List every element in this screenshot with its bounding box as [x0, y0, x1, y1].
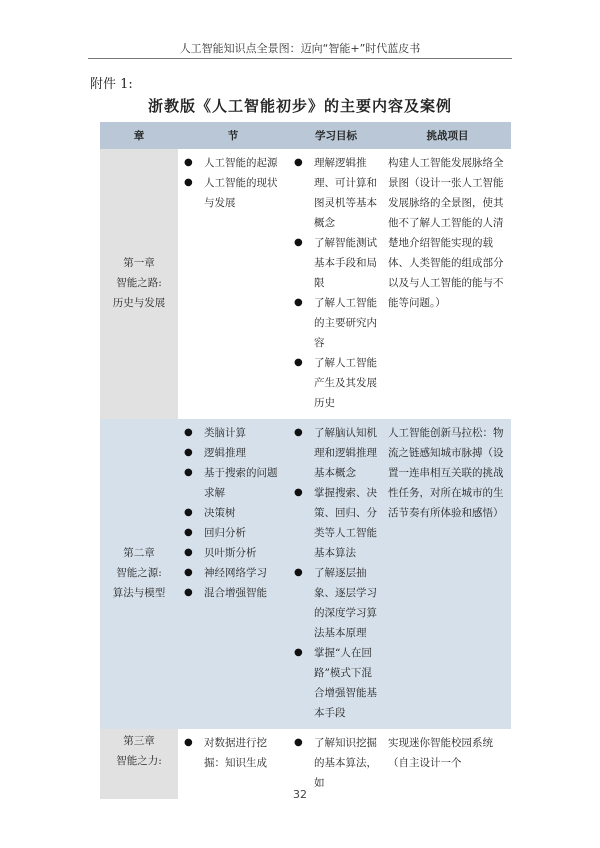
section-item: ● 决策树	[182, 503, 284, 523]
chapter-subtitle: 算法与模型	[112, 587, 166, 599]
goal-item: ● 了解人工智能产生及其发展历史	[292, 353, 380, 413]
section-item: ● 对数据进行挖掘：知识生成	[182, 733, 284, 773]
table-row	[100, 419, 511, 729]
goal-item: ● 掌握“人在回路”模式下混合增强智能基本手段	[292, 643, 380, 723]
section-item: ● 混合增强智能	[182, 583, 284, 603]
goal-item: ● 了解人工智能的主要研究内容	[292, 293, 380, 353]
section-item: ● 神经网络学习	[182, 563, 284, 583]
header-rule	[88, 58, 512, 59]
page-number: 32	[293, 788, 307, 801]
section-cell	[178, 149, 288, 419]
chapter-number: 第三章	[123, 735, 155, 747]
chapter-cell	[100, 419, 178, 729]
goal-item: ● 了解脑认知机理和逻辑推理基本概念	[292, 423, 380, 483]
chapter-title: 智能之路:	[116, 277, 162, 289]
header-section: 节	[178, 122, 288, 149]
goal-item: ● 了解智能测试基本手段和局限	[292, 233, 380, 293]
project-cell: 构建人工智能发展脉络全景图（设计一张人工智能发展脉络的全景图，使其他不了解人工智能的人清楚地介绍智能实现的载体、人类智能的组成部分以及与人工智能的能与不能等问题。）	[384, 149, 511, 419]
section-item: ● 逻辑推理	[182, 443, 284, 463]
chapter-number: 第二章	[123, 547, 155, 559]
goal-cell	[288, 419, 384, 729]
table-header-row	[100, 122, 511, 149]
header-chapter: 章	[100, 122, 178, 149]
section-item: ● 基于搜索的问题求解	[182, 463, 284, 503]
running-header: 人工智能知识点全景图：迈向“智能+”时代蓝皮书	[179, 42, 421, 55]
project-cell: 人工智能创新马拉松：物流之链感知城市脉搏（设置一连串相互关联的挑战性任务，对所在城市的生活节奏有所体验和感悟）	[384, 419, 511, 729]
chapter-subtitle: 历史与发展	[112, 297, 166, 309]
goal-item: ● 了解逐层抽象、逐层学习的深度学习算法基本原理	[292, 563, 380, 643]
project-cell: 实现迷你智能校园系统（自主设计一个	[384, 729, 511, 799]
chapter-cell	[100, 149, 178, 419]
content-table	[100, 122, 511, 799]
section-item: ● 人工智能的现状与发展	[182, 173, 284, 213]
section-cell	[178, 419, 288, 729]
section-item: ● 贝叶斯分析	[182, 543, 284, 563]
goal-item: ● 掌握搜索、决策、回归、分类等人工智能基本算法	[292, 483, 380, 563]
chapter-title: 智能之力:	[116, 755, 162, 767]
header-goal: 学习目标	[288, 122, 384, 149]
table-row	[100, 149, 511, 419]
goal-item: ● 了解知识挖掘的基本算法，如	[292, 733, 380, 793]
section-item: ● 回归分析	[182, 523, 284, 543]
section-item: ● 人工智能的起源	[182, 153, 284, 173]
document-title: 浙教版《人工智能初步》的主要内容及案例	[147, 97, 452, 115]
header-project: 挑战项目	[384, 122, 511, 149]
section-item: ● 类脑计算	[182, 423, 284, 443]
attachment-label: 附件 1:	[90, 77, 133, 92]
goal-cell	[288, 149, 384, 419]
goal-item: ● 理解逻辑推理、可计算和图灵机等基本概念	[292, 153, 380, 233]
content-table-wrapper	[100, 122, 511, 789]
chapter-number: 第一章	[123, 257, 155, 269]
chapter-title: 智能之源:	[116, 567, 162, 579]
